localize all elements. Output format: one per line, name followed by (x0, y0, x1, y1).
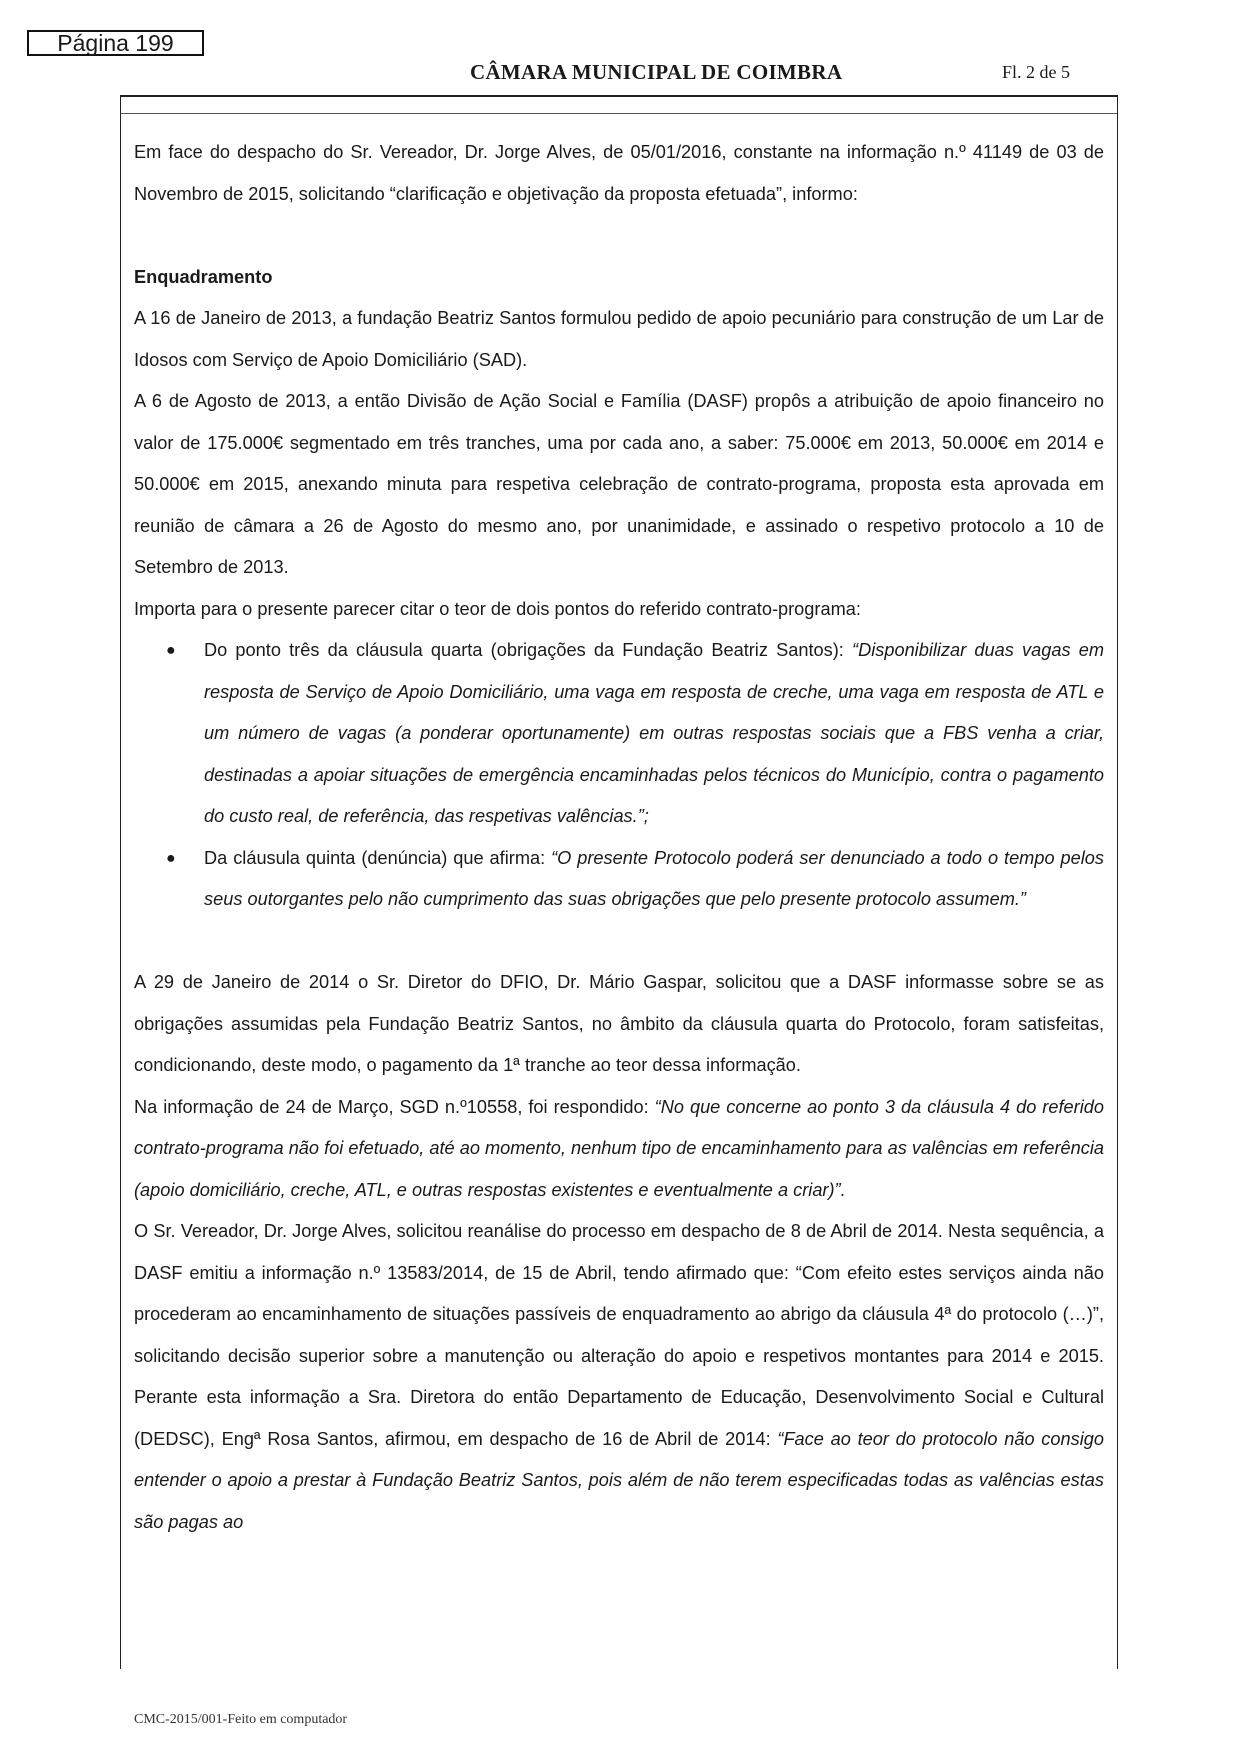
paragraph-2: A 6 de Agosto de 2013, a então Divisão de Ação Social e Família (DASF) propôs a atribuição de apoio financeiro no valor de 175.000€ segmentado em três tranches, uma por cada ano, a saber: 75.000€ em 2013, 50.000€ em 2014 e 50.000€ em 2015, anexando minuta para respetiva celebração de contrato-programa, proposta esta aprovada em reunião de câmara a 26 de Agosto do mesmo ano, por unanimidade, e assinado o respetivo protocolo a 10 de Setembro de 2013. (134, 391, 1104, 577)
bullet-icon: ● (166, 642, 176, 659)
paragraph-6-lead: O Sr. Vereador, Dr. Jorge Alves, solicitou reanálise do processo em despacho de 8 de Abril de 2014. Nesta sequência, a DASF emitiu a informação n.º 13583/2014, de 15 de Abril, tendo afirmado que: “Com efeito estes serviços ainda não procederam ao encaminhamento de situações passíveis de enquadramento ao abrigo da cláusula 4ª do protocolo (…)”, solicitando decisão superior sobre a manutenção ou alteração do apoio e respetivos montantes para 2014 e 2015. Perante esta informação a Sra. Diretora do então Departamento de Educação, Desenvolvimento Social e Cultural (DEDSC), Engª Rosa Santos, afirmou, em despacho de 16 de Abril de 2014: (134, 1221, 1104, 1449)
page-number-tag: Página 199 (27, 30, 204, 56)
intro-paragraph: Em face do despacho do Sr. Vereador, Dr. Jorge Alves, de 05/01/2016, constante na informação n.º 41149 de 03 de Novembro de 2015, solicitando “clarificação e objetivação da proposta efetuada”, informo: (134, 142, 1104, 204)
section-heading: Enquadramento (134, 266, 273, 287)
list-item (134, 838, 1104, 921)
sheet-number: Fl. 2 de 5 (1002, 62, 1071, 82)
paragraph-1: A 16 de Janeiro de 2013, a fundação Beatriz Santos formulou pedido de apoio pecuniário para construção de um Lar de Idosos com Serviço de Apoio Domiciliário (SAD). (134, 308, 1104, 370)
paragraph-3: Importa para o presente parecer citar o teor de dois pontos do referido contrato-programa: (134, 598, 861, 619)
paragraph-5-quote: “No que concerne ao ponto 3 da cláusula 4 do referido contrato-programa não foi efetuado, até ao momento, nenhum tipo de encaminhamento para as valências em referência (apoio domiciliário, creche, ATL, e outras respostas existentes e eventualmente a criar)”. (134, 1096, 1104, 1200)
paragraph-5 (134, 1087, 1104, 1212)
document-body (134, 132, 1104, 1543)
list-item-lead: Da cláusula quinta (denúncia) que afirma: (204, 847, 552, 868)
list-item-lead: Do ponto três da cláusula quarta (obrigações da Fundação Beatriz Santos): (204, 640, 853, 660)
bullet-icon: ● (166, 849, 176, 867)
paragraph-5-lead: Na informação de 24 de Março, SGD n.º10558, foi respondido: (134, 1096, 655, 1117)
paragraph-6-quote: “Face ao teor do protocolo não consigo entender o apoio a prestar à Fundação Beatriz Santos, pois além de não terem especificadas todas as valências estas são pagas ao (134, 1428, 1104, 1532)
paragraph-6 (134, 1211, 1104, 1543)
header-rule (121, 113, 1117, 114)
list-item (134, 630, 1104, 838)
paragraph-4: A 29 de Janeiro de 2014 o Sr. Diretor do DFIO, Dr. Mário Gaspar, solicitou que a DASF informasse sobre se as obrigações assumidas pela Fundação Beatriz Santos, no âmbito da cláusula quarta do Protocolo, foram satisfeitas, condicionando, deste modo, o pagamento da 1ª tranche ao teor dessa informação. (134, 972, 1104, 1075)
form-code-footer: CMC-2015/001-Feito em computador (134, 1712, 348, 1727)
organization-title: CÂMARA MUNICIPAL DE COIMBRA (470, 60, 843, 84)
list-item-quote: “O presente Protocolo poderá ser denunciado a todo o tempo pelos seus outorgantes pelo não cumprimento das suas obrigações que pelo presente protocolo assumem.” (204, 847, 1104, 909)
clause-list (134, 630, 1104, 921)
list-item-quote: “Disponibilizar duas vagas em resposta de Serviço de Apoio Domiciliário, uma vaga em resposta de creche, uma vaga em resposta de ATL e um número de vagas (a ponderar oportunamente) em outras respostas sociais que a FBS venha a criar, destinadas a apoiar situações de emergência encaminhadas pelos técnicos do Município, contra o pagamento do custo real, de referência, das respetivas valências.”; (204, 640, 1104, 826)
